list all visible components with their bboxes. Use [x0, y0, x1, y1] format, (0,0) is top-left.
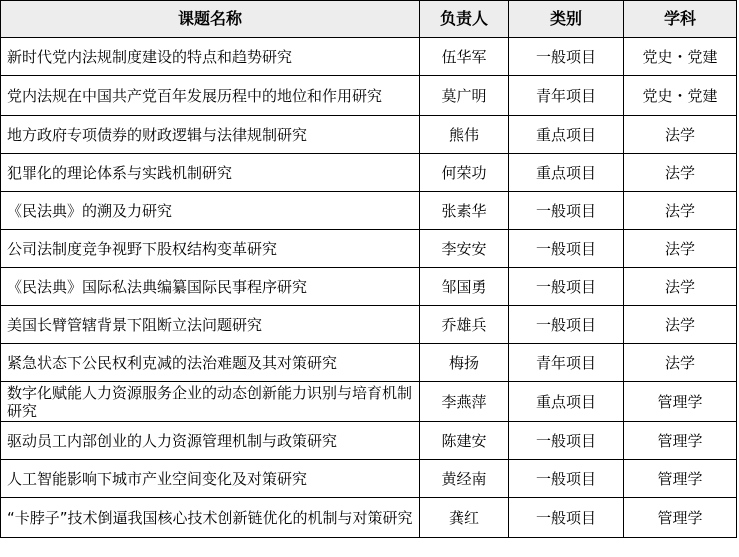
leader-cell: 陈建安 — [420, 422, 509, 460]
category-cell: 一般项目 — [509, 498, 624, 538]
category-cell: 一般项目 — [509, 230, 624, 268]
category-cell: 重点项目 — [509, 382, 624, 422]
discipline-cell: 党史・党建 — [624, 38, 737, 76]
category-cell: 一般项目 — [509, 192, 624, 230]
discipline-cell: 法学 — [624, 230, 737, 268]
discipline-cell: 管理学 — [624, 498, 737, 538]
header-topic: 课题名称 — [1, 1, 420, 38]
topic-cell: 公司法制度竞争视野下股权结构变革研究 — [1, 230, 420, 268]
table-row — [1, 498, 737, 538]
leader-cell: 熊伟 — [420, 116, 509, 154]
leader-cell: 邹国勇 — [420, 268, 509, 306]
table-row — [1, 230, 737, 268]
topic-cell: 《民法典》的溯及力研究 — [1, 192, 420, 230]
category-cell: 一般项目 — [509, 422, 624, 460]
leader-cell: 梅扬 — [420, 344, 509, 382]
topic-cell: 数字化赋能人力资源服务企业的动态创新能力识别与培育机制研究 — [1, 382, 420, 422]
leader-cell: 何荣功 — [420, 154, 509, 192]
category-cell: 青年项目 — [509, 76, 624, 116]
category-cell: 重点项目 — [509, 116, 624, 154]
table-row — [1, 154, 737, 192]
discipline-cell: 法学 — [624, 192, 737, 230]
table-row — [1, 382, 737, 422]
discipline-cell: 管理学 — [624, 460, 737, 498]
table-row — [1, 344, 737, 382]
topic-cell: 新时代党内法规制度建设的特点和趋势研究 — [1, 38, 420, 76]
category-cell: 重点项目 — [509, 154, 624, 192]
topic-cell: 驱动员工内部创业的人力资源管理机制与政策研究 — [1, 422, 420, 460]
leader-cell: 乔雄兵 — [420, 306, 509, 344]
discipline-cell: 法学 — [624, 306, 737, 344]
header-leader: 负责人 — [420, 1, 509, 38]
category-cell: 青年项目 — [509, 344, 624, 382]
leader-cell: 伍华军 — [420, 38, 509, 76]
topic-cell: 人工智能影响下城市产业空间变化及对策研究 — [1, 460, 420, 498]
discipline-cell: 法学 — [624, 154, 737, 192]
leader-cell: 龚红 — [420, 498, 509, 538]
topic-cell: 犯罪化的理论体系与实践机制研究 — [1, 154, 420, 192]
header-category: 类别 — [509, 1, 624, 38]
table-row — [1, 460, 737, 498]
topic-cell: 《民法典》国际私法典编纂国际民事程序研究 — [1, 268, 420, 306]
topic-cell: 紧急状态下公民权利克减的法治难题及其对策研究 — [1, 344, 420, 382]
table-header-row — [1, 1, 737, 38]
leader-cell: 李燕萍 — [420, 382, 509, 422]
table-row — [1, 76, 737, 116]
category-cell: 一般项目 — [509, 268, 624, 306]
discipline-cell: 管理学 — [624, 382, 737, 422]
leader-cell: 莫广明 — [420, 76, 509, 116]
discipline-cell: 法学 — [624, 116, 737, 154]
table-row — [1, 38, 737, 76]
topic-cell: “卡脖子”技术倒逼我国核心技术创新链优化的机制与对策研究 — [1, 498, 420, 538]
leader-cell: 李安安 — [420, 230, 509, 268]
table-row — [1, 422, 737, 460]
table-row — [1, 306, 737, 344]
topic-cell: 美国长臂管辖背景下阻断立法问题研究 — [1, 306, 420, 344]
table-row — [1, 268, 737, 306]
header-discipline: 学科 — [624, 1, 737, 38]
leader-cell: 黄经南 — [420, 460, 509, 498]
table-row — [1, 192, 737, 230]
discipline-cell: 管理学 — [624, 422, 737, 460]
category-cell: 一般项目 — [509, 38, 624, 76]
discipline-cell: 法学 — [624, 344, 737, 382]
table-row — [1, 116, 737, 154]
discipline-cell: 法学 — [624, 268, 737, 306]
discipline-cell: 党史・党建 — [624, 76, 737, 116]
category-cell: 一般项目 — [509, 460, 624, 498]
topic-cell: 党内法规在中国共产党百年发展历程中的地位和作用研究 — [1, 76, 420, 116]
category-cell: 一般项目 — [509, 306, 624, 344]
topic-cell: 地方政府专项债券的财政逻辑与法律规制研究 — [1, 116, 420, 154]
leader-cell: 张素华 — [420, 192, 509, 230]
